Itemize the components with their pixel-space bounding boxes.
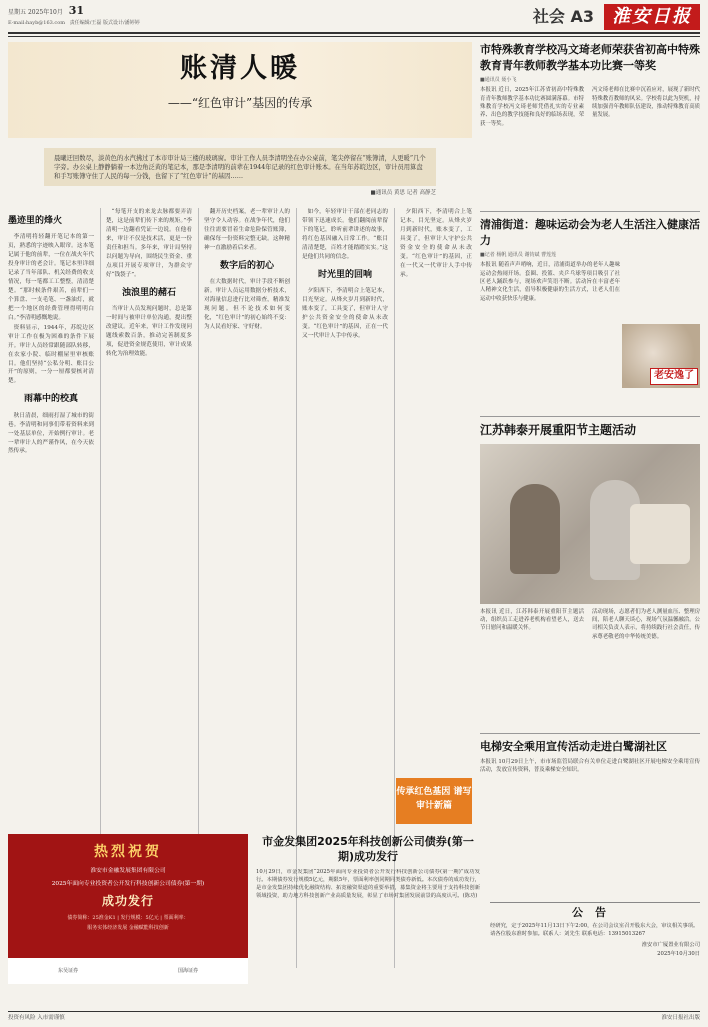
notice-signature: 淮安市广厦置业有限公司 xyxy=(641,941,700,948)
email[interactable]: E-mail:hayb@163.com xyxy=(8,19,65,26)
congrats-ad xyxy=(8,834,248,984)
paragraph: 本报讯 近日，江苏韩泰开展重阳节主题活动，组织员工走进养老机构看望老人，送去节日慰问和温暖关怀。 xyxy=(480,608,584,632)
paragraph: 如今，年轻审计干部在老同志的带领下迅速成长。他们翻阅前辈留下的笔记，聆听前辈讲述的故事，将红色基因融入日常工作。“账目清清楚楚，百姓才能踏踏实实。”这是他们共同的信念。 xyxy=(302,209,388,260)
subhead-4: 数字后的初心 xyxy=(219,260,274,271)
headline-sports-meet: 清浦街道：趣味运动会为老人生活注入健康活力 xyxy=(480,218,700,248)
photo-table xyxy=(630,504,690,564)
ad-slogan: 服务实体经济发展 金融赋能科技创新 xyxy=(87,925,169,932)
newspaper-logo: 淮安日报 xyxy=(604,4,700,30)
issue-date: 2025年10月 xyxy=(27,9,63,16)
ad-stats: 债券简称：25淮金K1 | 发行规模：5亿元 | 票面利率： xyxy=(67,914,189,921)
right-column xyxy=(480,42,700,982)
header-rule xyxy=(8,32,700,34)
paragraph: 冯文琦老师在比赛中沉着应对，展现了新时代特殊教育教师的风采。学校将以此为契机，持续加强青年教师队伍建设，推动特殊教育高质量发展。 xyxy=(592,87,700,119)
feature-title: 账清人暖 xyxy=(180,53,300,84)
weekday: 星期五 xyxy=(8,9,27,16)
feature-subtitle: ——“红色审计”基因的传承 xyxy=(167,96,313,110)
notice-box xyxy=(490,902,700,984)
headline-special-education: 市特殊教育学校冯文琦老师荣获省初高中特殊教育青年教师教学基本功比赛一等奖 xyxy=(480,43,700,72)
paragraph: 当审计人员发现问题时，总是第一时间与被审计单位沟通，提出整改建议。近年来，审计工作发现问题线索数百条，推动完善制度多项，促进资金规范使用，审计成果转化为治理效能。 xyxy=(106,305,192,357)
subhead-1: 墨迹里的烽火 xyxy=(8,216,63,226)
headline-hantai: 江苏韩泰开展重阳节主题活动 xyxy=(480,423,637,438)
masthead-left xyxy=(8,4,288,28)
paragraph: 夕阳西下，李清明合上笔记本，目光坚定。从烽火岁月到新时代，账本变了，工具变了，但审计人守护公共资金安全的使命从未改变。“红色审计”的基因，正在一代又一代审计人手中传承。 xyxy=(302,288,388,339)
notice-title: 公告 xyxy=(490,902,700,920)
headline-elevator: 电梯安全乘用宣传活动走进白鹭湖社区 xyxy=(480,739,667,753)
two-col-text xyxy=(480,608,700,728)
paragraph: 夕阳西下，李清明合上笔记本，目光坚定。从烽火岁月到新时代，账本变了，工具变了，但审计人守护公共资金安全的使命从未改变。“红色审计”的基因，正在一代又一代审计人手中传承。 xyxy=(400,209,472,278)
subhead-2: 雨幕中的校真 xyxy=(23,394,78,405)
editor-credit: 责任编辑/王磊 版式设计/潘婷婷 xyxy=(69,19,140,26)
byline: ■记者 杨帆 通讯员 谢钧斌 曹莲莲 xyxy=(480,252,557,258)
feature-lead: 晨曦迂回数尽，淡黄色的水汽拂过了本市审计局三楼的玻璃窗。审计工作人员李清明坐在办公桌前，笔尖停留在“账簿清，人更暖”几个字旁。办公桌上静静躺着一本边角泛黄的笔记本，那是李清明的前辈在1944年记录的红色审计账本。在当年苏皖边区，审计员用算盘和手写账簿守住了人民的每一分钱，也留下了“红色审计”的基因…… xyxy=(44,148,436,186)
paragraph: 李清明将轻翻开笔记本的第一页，熟悉的字迹映入眼帘。这本笔记属于他的前辈，一位在战火年代投身审计的老会计。笔记本里详细记录了当年部队、机关经费的收支情况，每一笔都工工整整，清清楚楚。“那时候条件艰苦，前辈们一个算盘、一支毛笔、一盏油灯，就把一个地区的经费管理得明明白白。”李清明感慨地说。 xyxy=(8,234,94,321)
subhead-3: 浊浪里的赭石 xyxy=(121,287,176,298)
feature-byline: ■通讯员 黄思 记者 高静芝 xyxy=(370,190,436,196)
two-col-text xyxy=(480,86,700,206)
feature-article xyxy=(8,42,472,970)
notice-body: 经研究，定于2025年11月13日下午2:00，在公司会议室召开股东大会，审议相关事项。请各位股东准时参加。联系人：刘先生 联系电话：13915013267 xyxy=(490,922,699,937)
header-rule-thin xyxy=(8,36,700,37)
sponsor-name: 东吴证券 xyxy=(57,967,78,974)
sponsor-name: 国海证券 xyxy=(177,967,198,974)
divider xyxy=(480,416,700,417)
ad-bond-name: 2025年面向专业投资者公开发行科技创新公司债券(第一期) xyxy=(51,880,205,887)
paragraph: “每笔开支的来龙去脉都要弄清楚，这是前辈们传下来的规矩。”李清明一边翻看凭证一边说。在他看来，审计不仅是技术活，更是一份责任和担当。多年来，审计局坚持以问题为导向，围绕民生资金、重点项目开展专项审计，为群众守好“钱袋子”。 xyxy=(106,209,192,278)
photo-caption: 老安逸了 xyxy=(650,368,698,385)
footer-right: 淮安日报社出版 xyxy=(661,1014,700,1021)
paragraph: 秋日清晨，细雨打湿了城市的街巷。李清明和同事们带着资料来到一处基层单位，开始例行审计。老一辈审计人的严谨作风，在今天依然传承。 xyxy=(8,412,94,455)
ad-sponsors xyxy=(8,958,248,984)
byline: ■通讯员 聂小飞 xyxy=(480,76,517,83)
page-footer xyxy=(8,1011,700,1023)
promo-banner: 传承红色基因 谱写审计新篇 xyxy=(396,778,472,824)
page-number: 31 xyxy=(68,4,85,17)
paragraph: 在大数据时代，审计手段不断创新。审计人员运用数据分析技术，对海量信息进行比对筛查，精准发现问题。但不论技术如何变化，“红色审计”的初心始终不变：为人民看好家、守好财。 xyxy=(204,279,290,330)
paragraph: 活动现场，志愿者们为老人测量血压、整理房间，陪老人聊天谈心，现场气氛温馨融洽。公司相关负责人表示，将持续践行社会责任，传承尊老敬老的中华传统美德。 xyxy=(592,608,700,640)
paragraph: 本报讯 近日，2025年江苏省初高中特殊教育青年教师教学基本功比赛圆满落幕。市特殊教育学校冯文琦老师凭借扎实的专业素养、出色的教学技能和良好的临场表现，荣获一等奖。 xyxy=(480,87,584,127)
footer-left: 投资有风险 入市需谨慎 xyxy=(8,1014,65,1021)
feature-header xyxy=(8,42,472,138)
paragraph: 本报讯 随着声声哨响，近日，清浦街道举办的老年人趣味运动会热闹开场。套圈、投篮、夹乒乓球等项目吸引了社区老人踊跃参与，现场欢声笑语不断。活动旨在丰富老年人精神文化生活，倡导积极健康的生活方式，让老人们在运动中收获快乐与健康。 xyxy=(480,262,620,302)
divider xyxy=(480,211,700,212)
bond-body: 10月29日，市金发集团“2025年面向专业投资者公开发行科技创新公司债券(第一期)”成功发行。本期债券发行规模5亿元，期限5年，票面利率创同期同类债券新低。本次债券的成功发行，是市金发集团持续优化融资结构、拓宽融资渠道的重要举措，募集资金将主要用于支持科技创新领域投资，助力地方科技创新产业高质量发展，彰显了市场对集团发展前景的高度认可。(陈功) xyxy=(256,868,480,899)
photo-person xyxy=(510,484,560,574)
masthead-right xyxy=(533,3,700,31)
notice-date: 2025年10月30日 xyxy=(657,951,700,958)
bond-title: 市金发集团2025年科技创新公司债券(第一期)成功发行 xyxy=(262,835,474,864)
ad-company: 淮安市金融发展集团有限公司 xyxy=(90,867,166,874)
subhead-5: 时光里的回响 xyxy=(317,269,372,280)
ad-banner: 成功发行 xyxy=(101,893,154,908)
ad-headline: 热烈祝贺 xyxy=(94,844,162,860)
divider xyxy=(480,733,700,734)
paragraph: 本报讯 10月29日上午，市市场监管局联合有关单位走进白鹭湖社区开展电梯安全乘用宣传活动，发放宣传资料，普及乘梯安全知识。 xyxy=(480,758,700,773)
section-label: 社会 A3 xyxy=(532,7,594,26)
event-photo xyxy=(480,444,700,604)
bond-article xyxy=(256,834,480,984)
paragraph: 翻开历史档案，老一辈审计人的坚守令人动容。在战争年代，他们往往需要冒着生命危险保管账簿，确保每一份资料完整无缺。这种精神一直激励着后来者。 xyxy=(204,209,290,251)
paragraph: 资料显示，1944年，苏皖边区审计工作在极为困难的条件下展开。审计人员经常跟随部队转移，在农家小院、临时棚屋里审核账目。他们坚持“公私分明、账目公开”的原则，一分一厘都要核对清楚。 xyxy=(8,324,94,385)
